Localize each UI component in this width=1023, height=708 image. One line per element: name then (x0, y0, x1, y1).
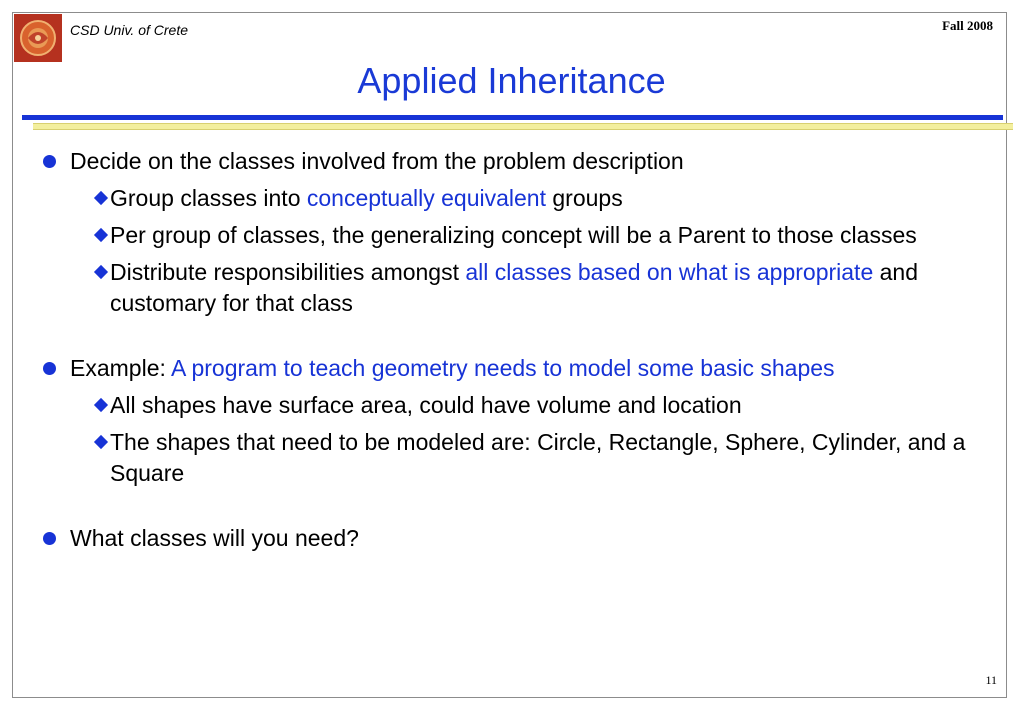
sub-bullet-item (40, 390, 1000, 421)
sub-bullet-item (40, 183, 1000, 214)
sub-bullet-item (40, 257, 1000, 319)
sub-bullet-text-tail: and customary for that class (110, 259, 919, 316)
blue-diamond-bullet-icon (94, 228, 108, 242)
sub-bullet-text: Distribute responsibilities amongst (110, 259, 466, 285)
sub-bullet-highlight: conceptually equivalent (306, 185, 546, 211)
slide-content (40, 146, 1000, 554)
sub-bullet-text: Per group of classes, the generalizing concept will be a Parent to those classes (110, 222, 917, 248)
term-label: Fall 2008 (942, 18, 993, 33)
sub-bullet-item (40, 220, 1000, 251)
bullet-text: What classes will you need? (70, 525, 359, 551)
sub-bullet-highlight: all classes based on what is appropriate (465, 259, 874, 285)
blue-diamond-bullet-icon (94, 398, 108, 412)
blue-circle-bullet-icon (43, 532, 56, 545)
blue-circle-bullet-icon (43, 362, 56, 375)
bullet-text: Decide on the classes involved from the problem description (70, 148, 684, 174)
org-label: CSD Univ. of Crete (70, 22, 188, 38)
bullet-highlight: A program to teach geometry needs to model some basic shapes (171, 355, 835, 381)
sub-bullet-item (40, 427, 1000, 489)
blue-diamond-bullet-icon (94, 191, 108, 205)
blue-circle-bullet-icon (43, 155, 56, 168)
bullet-item (40, 146, 1000, 177)
bullet-text: Example: (70, 355, 171, 381)
sub-bullet-text: The shapes that need to be modeled are: Circle, Rectangle, Sphere, Cylinder, and a Square (110, 429, 966, 486)
slide-title: Applied Inheritance (357, 60, 666, 101)
university-logo-icon (14, 14, 62, 62)
blue-diamond-bullet-icon (94, 435, 108, 449)
sub-bullet-text: Group classes into (110, 185, 307, 211)
blue-diamond-bullet-icon (94, 265, 108, 279)
page-number: 11 (985, 673, 997, 687)
sub-bullet-text: All shapes have surface area, could have volume and location (110, 392, 742, 418)
bullet-item (40, 353, 1000, 384)
sub-bullet-text-tail: groups (545, 185, 623, 211)
title-rule-yellow (33, 123, 1013, 130)
title-rule-blue (22, 115, 1003, 120)
bullet-item (40, 523, 1000, 554)
